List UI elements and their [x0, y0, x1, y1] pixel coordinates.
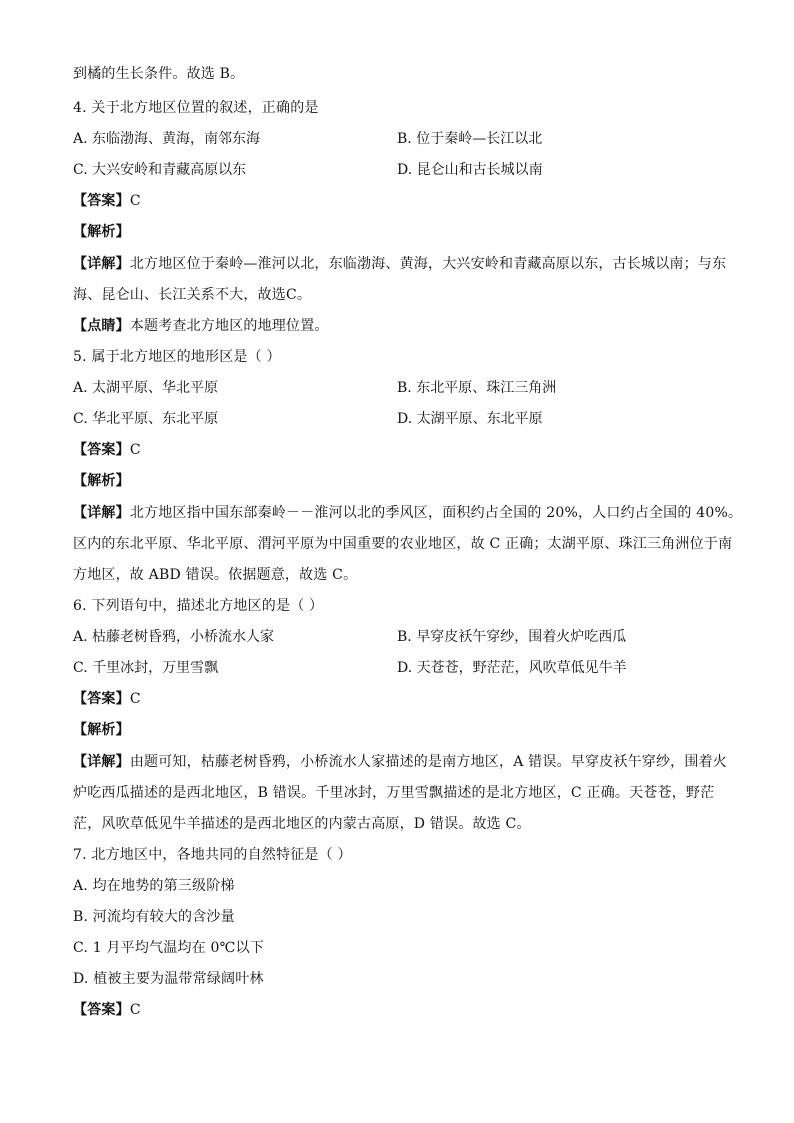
- q7-option-a: A. 均在地势的第三级阶梯: [73, 878, 235, 894]
- q7-answer: [73, 1000, 723, 1020]
- detail-tag: 【详解】: [73, 754, 130, 770]
- q5-detail-line-1: [73, 503, 743, 523]
- detail-tag: 【详解】: [73, 256, 130, 272]
- q4-option-a: A. 东临渤海、黄海，南邻东海: [73, 131, 261, 147]
- answer-tag: 【答案】: [73, 1002, 130, 1018]
- question-4: 4. 关于北方地区位置的叙述，正确的是: [73, 100, 319, 116]
- q4-option-c: C. 大兴安岭和青藏高原以东: [73, 162, 247, 178]
- q4-analysis-heading: [73, 222, 723, 242]
- question-5: 5. 属于北方地区的地形区是（ ）: [73, 349, 281, 365]
- q6-option-c: C. 千里冰封，万里雪飘: [73, 660, 219, 676]
- q6-detail-line-3: 茫，风吹草低见牛羊描述的是西北地区的内蒙古高原，D 错误。故选 C。: [73, 816, 531, 832]
- point-tag: 【点睛】: [73, 318, 130, 334]
- analysis-tag: 【解析】: [73, 224, 130, 240]
- q6-option-a: A. 枯藤老树昏鸦，小桥流水人家: [73, 629, 275, 645]
- detail-text: 北方地区位于秦岭—淮河以北，东临渤海、黄海，大兴安岭和青藏高原以东，古长城以南；与东: [129, 256, 727, 272]
- answer-value: C: [129, 691, 141, 707]
- detail-text: 由题可知，枯藤老树昏鸦，小桥流水人家描述的是南方地区，A 错误。早穿皮袄午穿纱，围着火: [129, 754, 727, 770]
- point-text: 本题考查北方地区的地理位置。: [129, 318, 329, 334]
- analysis-tag: 【解析】: [73, 722, 130, 738]
- q5-answer: [73, 440, 723, 460]
- prev-answer-tail: 到橘的生长条件。故选 B。: [73, 66, 245, 82]
- q6-detail-line-1: [73, 752, 727, 772]
- q4-answer: [73, 191, 723, 211]
- analysis-tag: 【解析】: [73, 473, 130, 489]
- answer-tag: 【答案】: [73, 691, 130, 707]
- q7-option-c: C. 1 月平均气温均在 0℃以下: [73, 940, 264, 956]
- q5-detail-line-3: 方地区，故 ABD 错误。依据题意，故选 C。: [73, 567, 358, 583]
- answer-value: C: [129, 193, 141, 209]
- q7-option-b: B. 河流均有较大的含沙量: [73, 909, 235, 925]
- answer-value: C: [129, 1002, 141, 1018]
- answer-tag: 【答案】: [73, 442, 130, 458]
- question-6: 6. 下列语句中，描述北方地区的是（ ）: [73, 598, 324, 614]
- q4-option-d: D. 昆仑山和古长城以南: [397, 162, 543, 178]
- answer-tag: 【答案】: [73, 193, 130, 209]
- q6-option-b: B. 早穿皮袄午穿纱，围着火炉吃西瓜: [397, 629, 627, 645]
- q5-option-d: D. 太湖平原、东北平原: [397, 411, 543, 427]
- detail-tag: 【详解】: [73, 505, 130, 521]
- q4-detail-line-2: 海、昆仑山、长江关系不大，故选C。: [73, 287, 312, 303]
- q6-analysis-heading: [73, 720, 723, 740]
- q6-detail-line-2: 炉吃西瓜描述的是西北地区，B 错误。千里冰封，万里雪飘描述的是北方地区，C 正确。天苍苍，野茫: [73, 785, 715, 801]
- question-7: 7. 北方地区中，各地共同的自然特征是（ ）: [73, 847, 352, 863]
- q6-option-d: D. 天苍苍，野茫茫，风吹草低见牛羊: [397, 660, 627, 676]
- q5-analysis-heading: [73, 471, 723, 491]
- detail-text: 北方地区指中国东部秦岭－－淮河以北的季风区，面积约占全国的 20%，人口约占全国的 40%。: [129, 505, 743, 521]
- q5-option-c: C. 华北平原、东北平原: [73, 411, 219, 427]
- q4-detail-line-1: [73, 254, 727, 274]
- q7-option-d: D. 植被主要为温带常绿阔叶林: [73, 971, 264, 987]
- q4-option-b: B. 位于秦岭—长江以北: [397, 131, 543, 147]
- q5-detail-line-2: 区内的东北平原、华北平原、渭河平原为中国重要的农业地区，故 C 正确；太湖平原、珠江三角洲位于南: [73, 536, 733, 552]
- q6-answer: [73, 689, 723, 709]
- q4-point: [73, 316, 723, 336]
- q5-option-a: A. 太湖平原、华北平原: [73, 380, 219, 396]
- q5-option-b: B. 东北平原、珠江三角洲: [397, 380, 557, 396]
- answer-value: C: [129, 442, 141, 458]
